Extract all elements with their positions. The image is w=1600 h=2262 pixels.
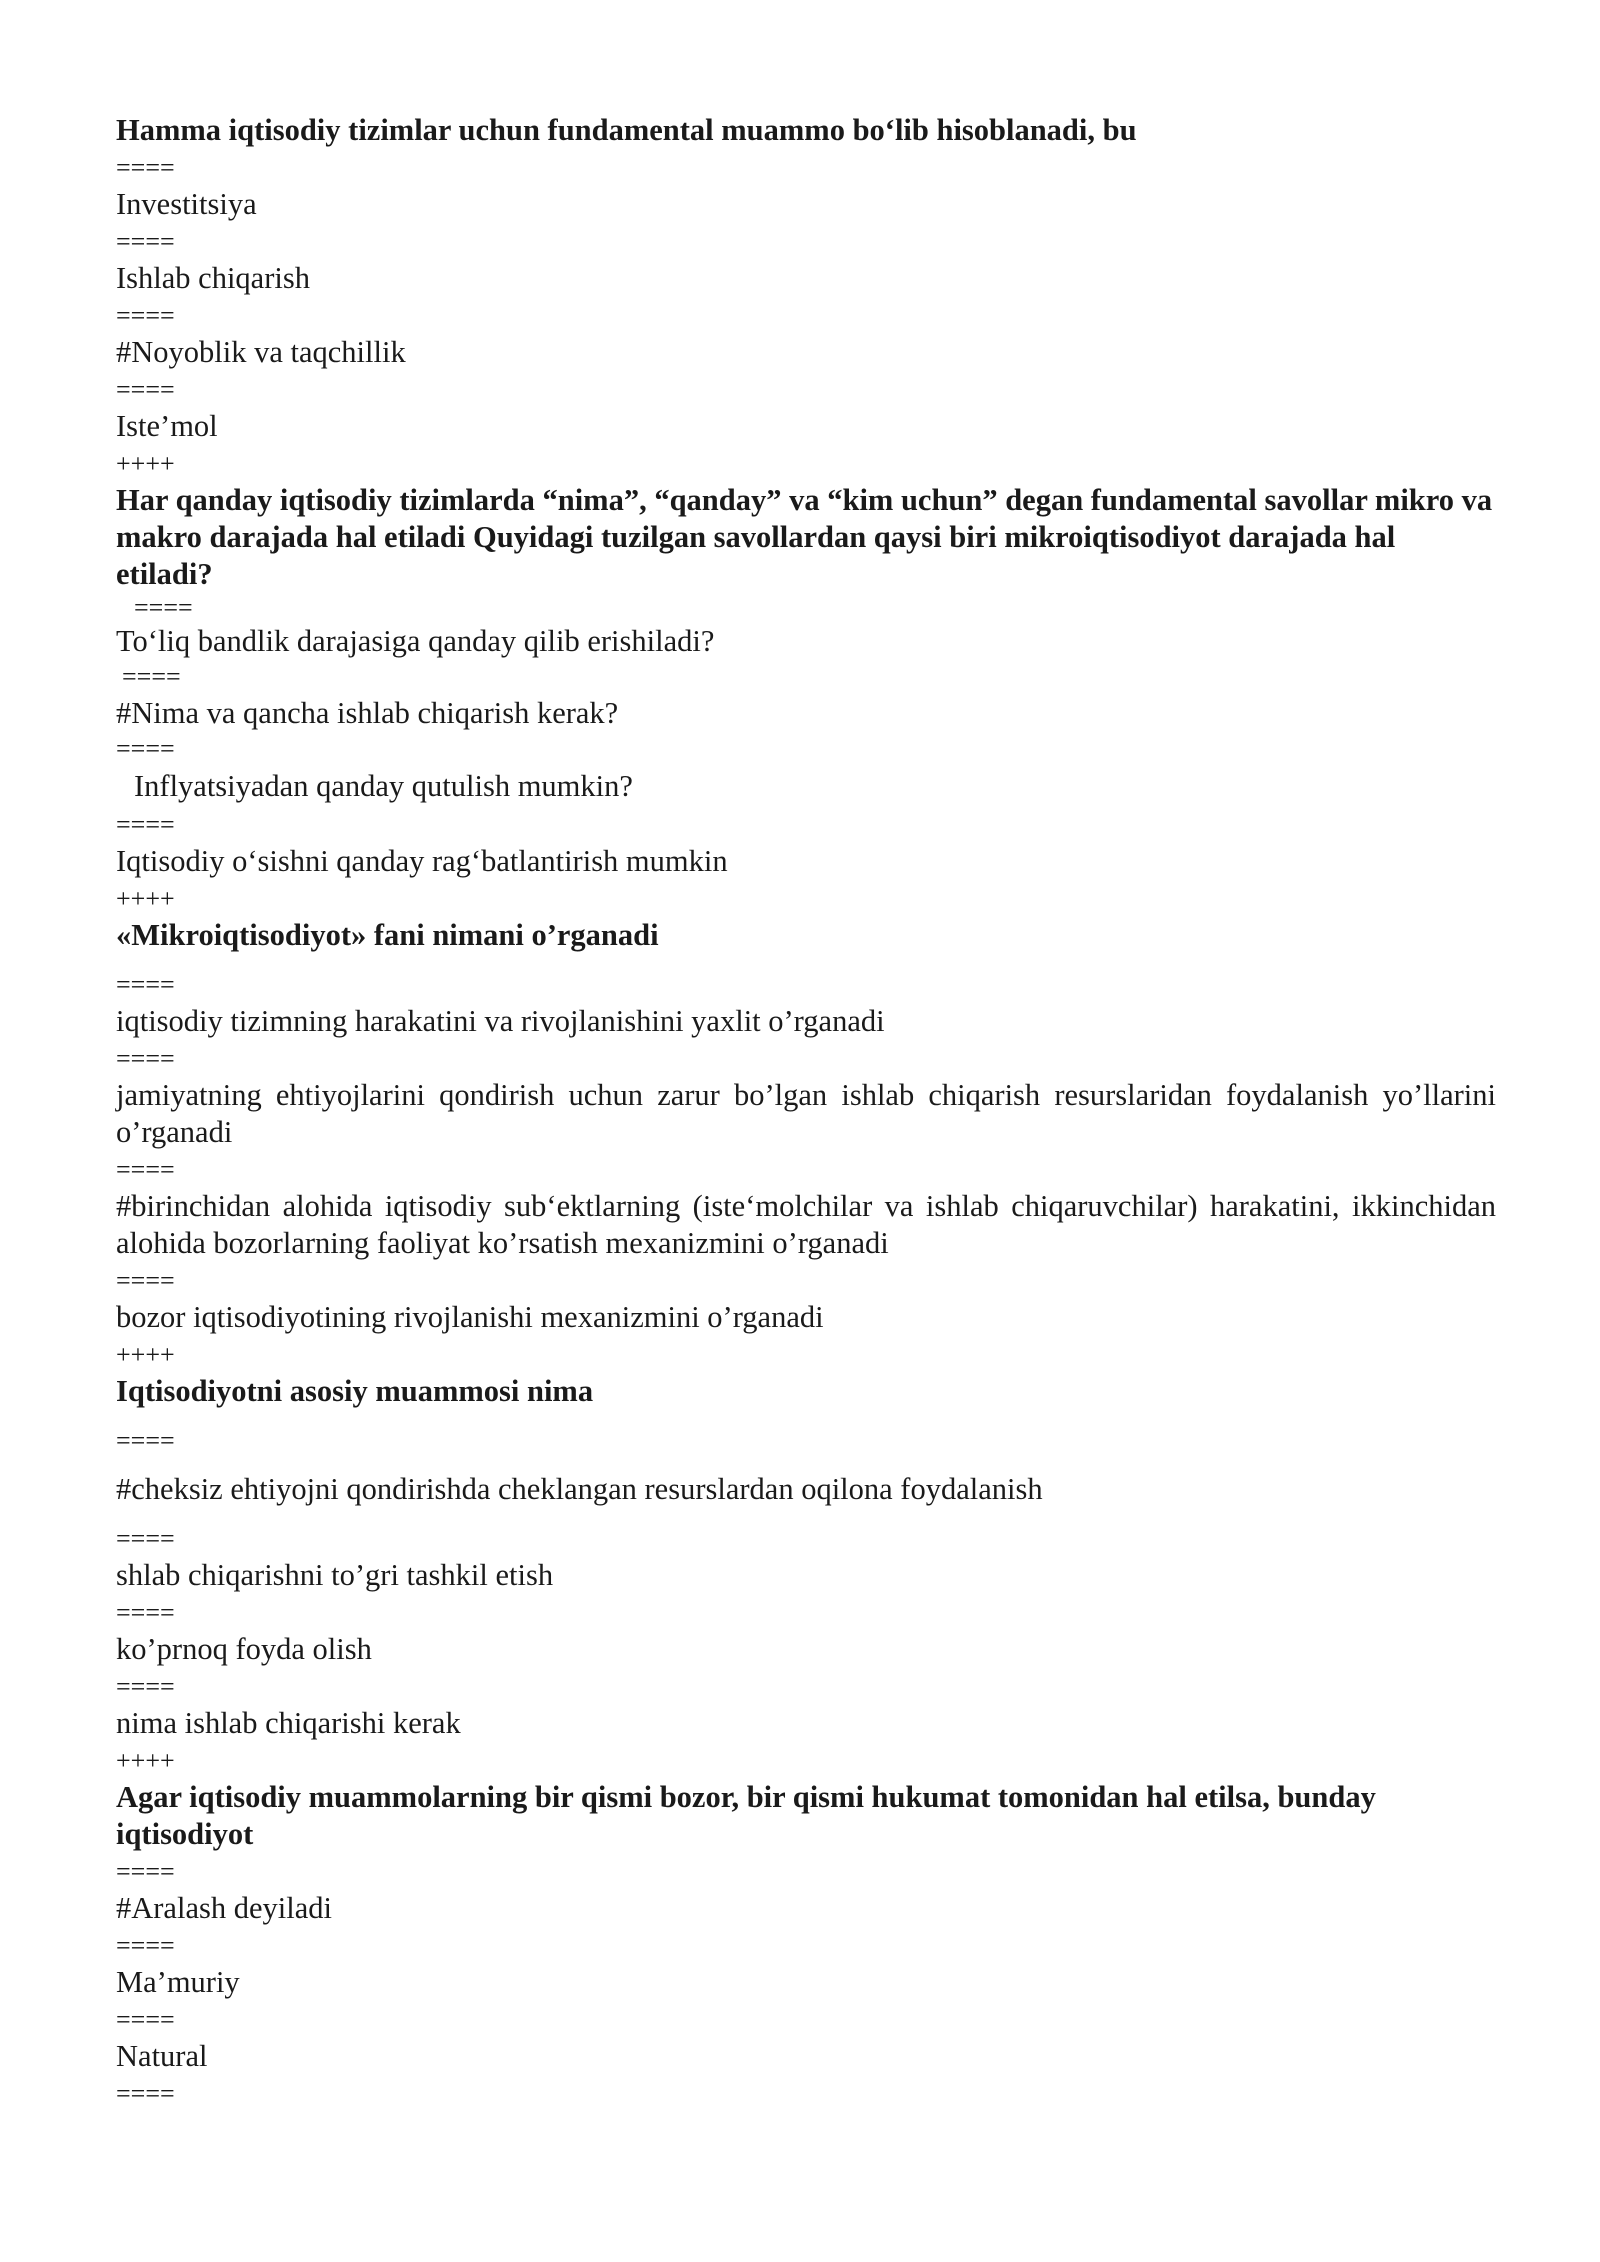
question-heading: Hamma iqtisodiy tizimlar uchun fundamental muammo bo‘lib hisoblanadi, bu — [116, 113, 1137, 147]
answer-separator: ==== — [116, 153, 175, 182]
answer-option: nima ishlab chiqarishi kerak — [116, 1706, 461, 1740]
answer-option: ko’prnoq foyda olish — [116, 1632, 372, 1666]
answer-separator: ==== — [116, 1672, 175, 1701]
question-end-marker: ++++ — [116, 1746, 175, 1775]
question-end-marker: ++++ — [116, 1340, 175, 1369]
answer-separator: ==== — [116, 375, 175, 404]
answer-separator: ==== — [134, 593, 193, 622]
answer-separator: ==== — [116, 227, 175, 256]
answer-option: Ishlab chiqarish — [116, 261, 310, 295]
answer-separator: ==== — [116, 1044, 175, 1073]
answer-option: Inflyatsiyadan qanday qutulish mumkin? — [134, 769, 633, 803]
answer-separator: ==== — [116, 1524, 175, 1553]
answer-option: To‘liq bandlik darajasiga qanday qilib erishiladi? — [116, 624, 715, 658]
question-heading: «Mikroiqtisodiyot» fani nimani o’rganadi — [116, 918, 659, 952]
answer-option: Investitsiya — [116, 187, 257, 221]
answer-separator: ==== — [116, 1155, 175, 1184]
answer-separator: ==== — [116, 810, 175, 839]
answer-option-correct: #birinchidan alohida iqtisodiy sub‘ektlarning (iste‘molchilar va ishlab chiqaruvchilar) harakatini, ikkinchidan alohida bozorlarning faoliyat ko’rsatish mexanizmini o’rganadi — [116, 1189, 1504, 1260]
answer-separator: ==== — [116, 2079, 175, 2108]
question-end-marker: ++++ — [116, 884, 175, 913]
question-heading: Iqtisodiyotni asosiy muammosi nima — [116, 1374, 594, 1408]
answer-option-correct: #Noyoblik va taqchillik — [116, 335, 406, 369]
answer-separator: ==== — [116, 1857, 175, 1886]
answer-option: Ma’muriy — [116, 1965, 240, 1999]
question-end-marker: ++++ — [116, 449, 175, 478]
answer-option-correct: #cheksiz ehtiyojni qondirishda cheklangan resurslardan oqilona foydalanish — [116, 1472, 1043, 1506]
answer-option: Iqtisodiy o‘sishni qanday rag‘batlantirish mumkin — [116, 844, 728, 878]
answer-option: Iste’mol — [116, 409, 218, 443]
answer-separator: ==== — [116, 734, 175, 763]
answer-separator: ==== — [116, 2005, 175, 2034]
document-page — [116, 112, 1504, 2112]
answer-separator: ==== — [116, 1931, 175, 1960]
answer-option: iqtisodiy tizimning harakatini va rivojlanishini yaxlit o’rganadi — [116, 1004, 885, 1038]
answer-separator: ==== — [116, 970, 175, 999]
answer-separator: ==== — [116, 301, 175, 330]
answer-option: jamiyatning ehtiyojlarini qondirish uchun zarur bo’lgan ishlab chiqarish resurslaridan foydalanish yo’llarini o’rganadi — [116, 1078, 1504, 1149]
answer-option-correct: #Aralash deyiladi — [116, 1891, 332, 1925]
answer-option: Natural — [116, 2039, 208, 2073]
answer-option-correct: #Nima va qancha ishlab chiqarish kerak? — [116, 696, 619, 730]
answer-separator: ==== — [122, 662, 181, 691]
answer-option: shlab chiqarishni to’gri tashkil etish — [116, 1558, 554, 1592]
answer-separator: ==== — [116, 1598, 175, 1627]
answer-separator: ==== — [116, 1426, 175, 1455]
question-heading: Har qanday iqtisodiy tizimlarda “nima”, “qanday” va “kim uchun” degan fundamental savollar mikro va makro darajada hal etiladi Quyidagi tuzilgan savollardan qaysi biri mikroiqtisodiyot darajada hal etiladi? — [116, 483, 1500, 591]
answer-separator: ==== — [116, 1266, 175, 1295]
question-heading: Agar iqtisodiy muammolarning bir qismi bozor, bir qismi hukumat tomonidan hal etilsa, bunday iqtisodiyot — [116, 1780, 1384, 1851]
answer-option: bozor iqtisodiyotining rivojlanishi mexanizmini o’rganadi — [116, 1300, 824, 1334]
